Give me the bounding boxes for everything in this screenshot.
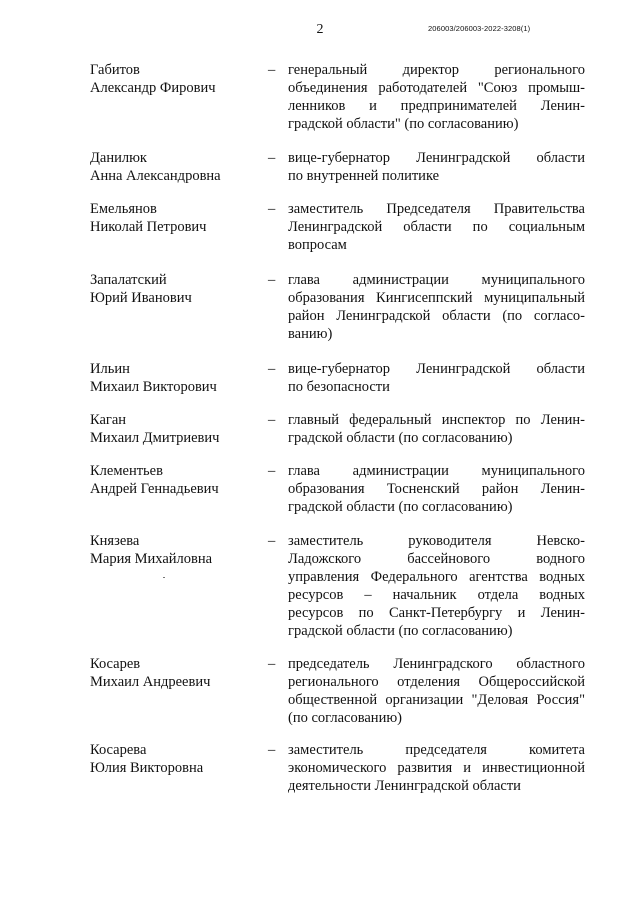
entry-dash: – — [268, 533, 276, 549]
role-line: заместитель Председателя Правительства — [288, 201, 585, 217]
role-line: объединения работодателей "Союз промыш- — [288, 80, 585, 96]
member-name — [90, 271, 265, 307]
role-line: вице-губернатор Ленинградской области — [288, 150, 585, 166]
entry-dash: – — [268, 150, 276, 166]
member-name — [90, 360, 265, 396]
role-line: заместитель руководителя Невско- — [288, 533, 585, 549]
member-surname: Данилюк — [90, 150, 147, 166]
role-line: общественной организации "Деловая Россия" — [288, 692, 585, 708]
member-role — [288, 149, 585, 185]
member-role — [288, 462, 585, 516]
member-given-names: Мария Михайловна — [90, 551, 213, 567]
member-surname: Каган — [90, 412, 127, 428]
role-line: градской области (по согласованию) — [288, 499, 513, 515]
member-surname: Запалатский — [90, 272, 167, 288]
member-given-names: Николай Петрович — [90, 219, 207, 235]
entry-dash: – — [268, 62, 276, 78]
entry-dash: – — [268, 463, 276, 479]
role-line: градской области" (по согласованию) — [288, 116, 519, 132]
role-line: экономического развития и инвестиционной — [288, 760, 585, 776]
role-line: вопросам — [288, 237, 347, 253]
role-line: по внутренней политике — [288, 168, 440, 184]
document-code: 206003/206003-2022-3208(1) — [428, 24, 531, 33]
member-given-names: Анна Александровна — [90, 168, 221, 184]
role-line: глава администрации муниципального — [288, 272, 585, 288]
member-given-names: Михаил Андреевич — [90, 674, 211, 690]
member-role — [288, 61, 585, 133]
member-role — [288, 411, 585, 447]
role-line: образования Кингисеппский муниципальный — [288, 290, 585, 306]
role-line: главный федеральный инспектор по Ленин- — [288, 412, 585, 428]
role-line: вице-губернатор Ленинградской области — [288, 361, 585, 377]
member-given-names: Юрий Иванович — [90, 290, 192, 306]
member-surname: Князева — [90, 533, 140, 549]
role-line: регионального отделения Общероссийской — [288, 674, 585, 690]
member-name — [90, 741, 265, 777]
entry-dash: – — [268, 656, 276, 672]
role-line: по безопасности — [288, 379, 390, 395]
member-given-names: Андрей Геннадьевич — [90, 481, 219, 497]
member-role — [288, 741, 585, 795]
entry-dash: – — [268, 361, 276, 377]
member-given-names: Михаил Викторович — [90, 379, 217, 395]
entry-dash: – — [268, 412, 276, 428]
role-line: генеральный директор регионального — [288, 62, 585, 78]
role-line: глава администрации муниципального — [288, 463, 585, 479]
member-given-names: Юлия Викторовна — [90, 760, 204, 776]
role-line: (по согласованию) — [288, 710, 402, 726]
member-role — [288, 360, 585, 396]
member-name — [90, 411, 265, 447]
entry-dash: – — [268, 272, 276, 288]
member-role — [288, 532, 585, 640]
member-surname: Косарев — [90, 656, 141, 672]
role-line: ленников и предпринимателей Ленин- — [288, 98, 585, 114]
scan-speck — [163, 577, 165, 578]
member-given-names: Михаил Дмитриевич — [90, 430, 220, 446]
role-line: ресурсов – начальник отдела водных — [288, 587, 585, 603]
member-name — [90, 149, 265, 185]
member-name — [90, 532, 265, 568]
member-role — [288, 655, 585, 727]
member-given-names: Александр Фирович — [90, 80, 216, 96]
member-surname: Косарева — [90, 742, 147, 758]
member-name — [90, 200, 265, 236]
member-role — [288, 271, 585, 343]
member-role — [288, 200, 585, 254]
member-surname: Клементьев — [90, 463, 163, 479]
role-line: ванию) — [288, 326, 333, 342]
member-name — [90, 655, 265, 691]
member-surname: Габитов — [90, 62, 140, 78]
role-line: председатель Ленинградского областного — [288, 656, 585, 672]
member-name — [90, 462, 265, 498]
role-line: деятельности Ленинградской области — [288, 778, 521, 794]
role-line: градской области (по согласованию) — [288, 430, 513, 446]
role-line: Ладожского бассейнового водного — [288, 551, 585, 567]
page-number: 2 — [316, 22, 324, 37]
member-surname: Ильин — [90, 361, 130, 377]
member-name — [90, 61, 265, 97]
entry-dash: – — [268, 201, 276, 217]
role-line: заместитель председателя комитета — [288, 742, 585, 758]
entry-dash: – — [268, 742, 276, 758]
role-line: градской области (по согласованию) — [288, 623, 513, 639]
role-line: Ленинградской области по социальным — [288, 219, 585, 235]
member-surname: Емельянов — [90, 201, 157, 217]
role-line: район Ленинградской области (по согласо- — [288, 308, 585, 324]
role-line: управления Федерального агентства водных — [288, 569, 585, 585]
role-line: ресурсов по Санкт-Петербургу и Ленин- — [288, 605, 585, 621]
role-line: образования Тосненский район Ленин- — [288, 481, 585, 497]
